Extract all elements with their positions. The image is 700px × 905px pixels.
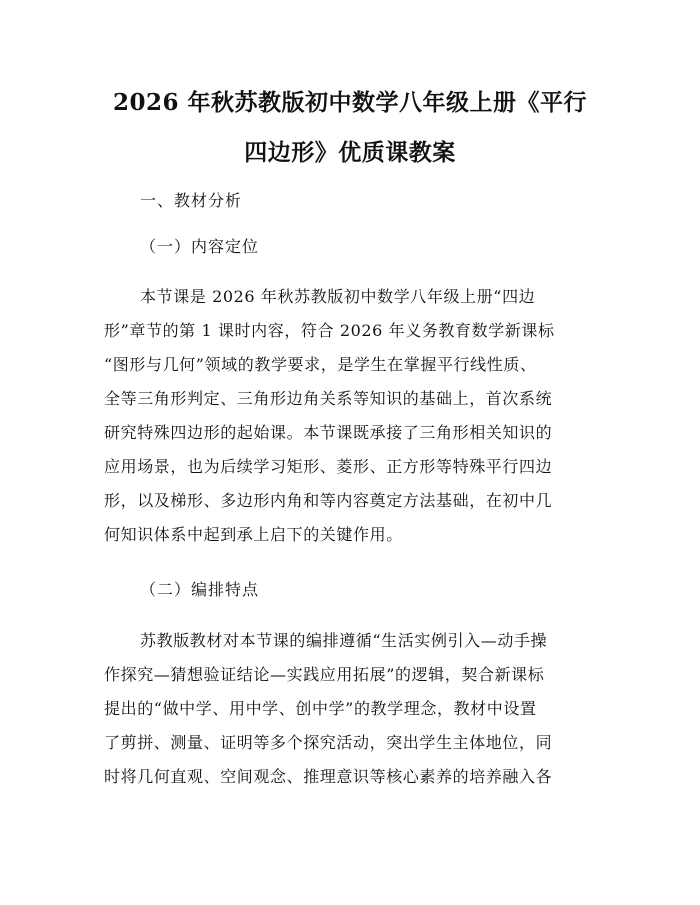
paragraph-line: “图形与几何”领域的教学要求，是学生在掌握平行线性质、: [104, 355, 537, 374]
paragraph-line: 应用场景，也为后续学习矩形、菱形、正方形等特殊平行四边: [104, 457, 553, 476]
paragraph-line: 全等三角形判定、三角形边角关系等知识的基础上，首次系统: [104, 389, 553, 408]
section-heading-textbook-analysis: 一、教材分析: [140, 191, 243, 210]
document-title-line-2: 四边形》优质课教案: [244, 139, 456, 166]
paragraph-line: 苏教版教材对本节课的编排遵循“生活实例引入—动手操: [140, 631, 548, 650]
paragraph-line: 本节课是 2026 年秋苏教版初中数学八年级上册“四边: [140, 287, 536, 306]
paragraph-content-positioning: [104, 280, 600, 552]
paragraph-line: 形，以及梯形、多边形内角和等内容奠定方法基础，在初中几: [104, 491, 553, 510]
paragraph-arrangement-features: [104, 624, 600, 794]
paragraph-line: 了剪拼、测量、证明等多个探究活动，突出学生主体地位，同: [104, 733, 553, 752]
document-title-line-1: 2026 年秋苏教版初中数学八年级上册《平行: [112, 89, 588, 116]
subsection-heading-arrangement-features: （二）编排特点: [140, 580, 260, 599]
paragraph-line: 形”章节的第 1 课时内容，符合 2026 年义务教育数学新课标: [104, 321, 555, 340]
paragraph-line: 研究特殊四边形的起始课。本节课既承接了三角形相关知识的: [104, 423, 553, 442]
paragraph-line: 时将几何直观、空间观念、推理意识等核心素养的培养融入各: [104, 767, 553, 786]
subsection-heading-content-positioning: （一）内容定位: [140, 237, 260, 256]
paragraph-line: 提出的“做中学、用中学、创中学”的教学理念，教材中设置: [104, 699, 537, 718]
paragraph-line: 作探究—猜想验证结论—实践应用拓展”的逻辑，契合新课标: [104, 665, 545, 684]
paragraph-line: 何知识体系中起到承上启下的关键作用。: [104, 525, 403, 544]
